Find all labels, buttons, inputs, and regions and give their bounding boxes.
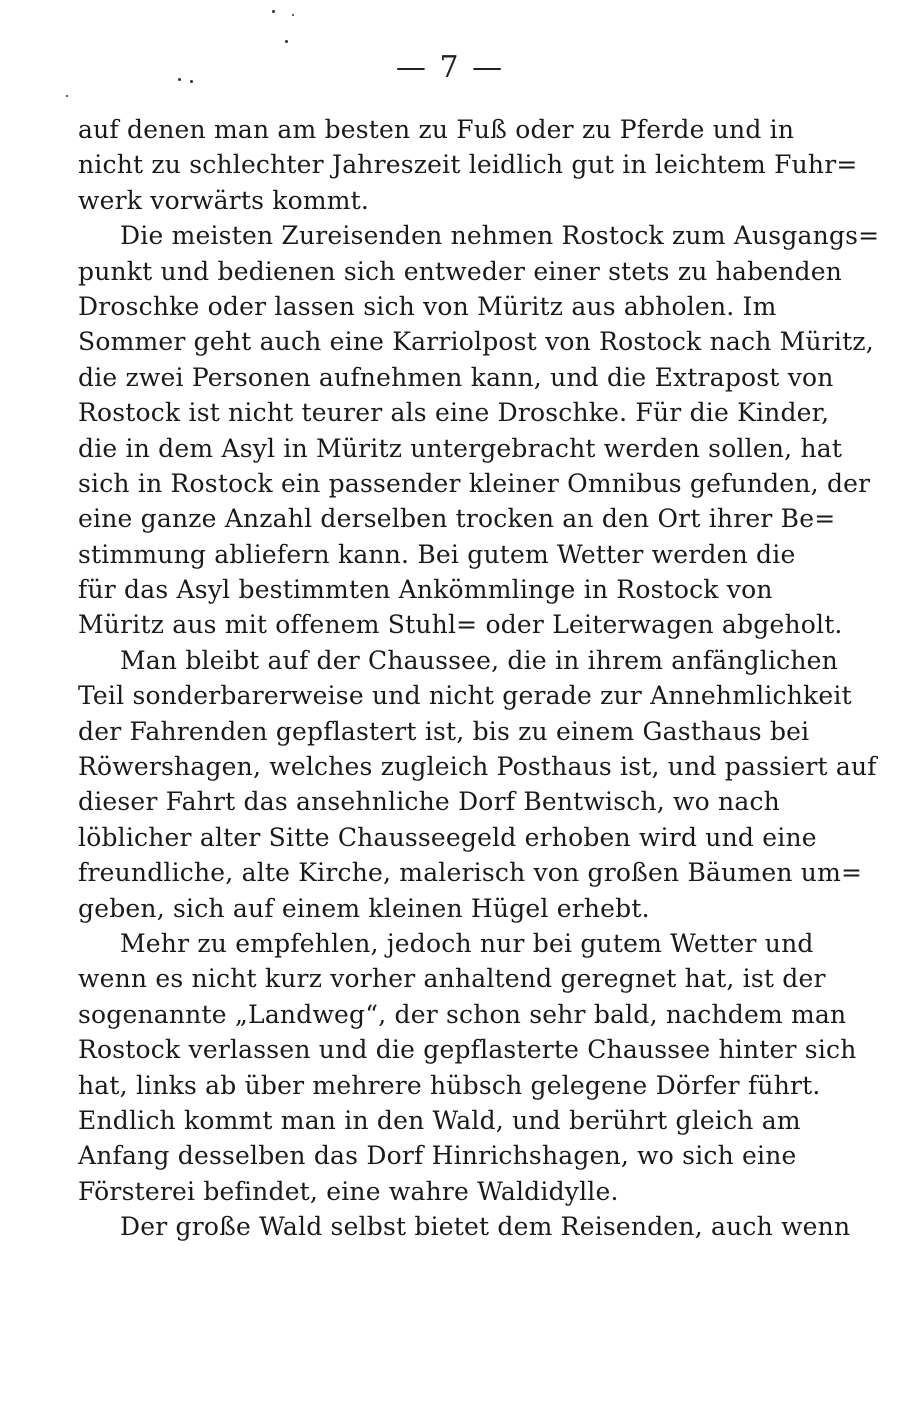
- text-line: für das Asyl bestimmten Ankömmlinge in Rostock von: [78, 575, 773, 605]
- text-line: die in dem Asyl in Müritz untergebracht werden sollen, hat: [78, 433, 843, 463]
- text-line: Försterei befindet, eine wahre Waldidylle.: [78, 1176, 619, 1206]
- text-line: Mehr zu empfehlen, jedoch nur bei gutem Wetter und: [120, 928, 814, 958]
- body-text: [78, 112, 880, 1245]
- text-line: Röwershagen, welches zugleich Posthaus ist, und passiert auf: [78, 752, 877, 782]
- scan-speck: [285, 40, 288, 43]
- text-line: Teil sonderbarerweise und nicht gerade zur Annehmlichkeit: [78, 681, 852, 711]
- text-line: der Fahrenden gepflastert ist, bis zu einem Gasthaus bei: [78, 716, 810, 746]
- scan-speck: [272, 10, 275, 13]
- text-line: Endlich kommt man in den Wald, und berührt gleich am: [78, 1105, 801, 1135]
- text-line: Anfang desselben das Dorf Hinrichshagen, wo sich eine: [78, 1141, 797, 1171]
- text-line: auf denen man am besten zu Fuß oder zu Pferde und in: [78, 115, 795, 144]
- text-line: Der große Wald selbst bietet dem Reisenden, auch wenn: [120, 1212, 851, 1242]
- text-line: stimmung abliefern kann. Bei gutem Wetter werden die: [78, 539, 796, 569]
- text-line: sogenannte „Landweg“, der schon sehr bald, nachdem man: [78, 999, 847, 1029]
- text-line: Rostock verlassen und die gepflasterte Chaussee hinter sich: [78, 1035, 857, 1065]
- text-line: geben, sich auf einem kleinen Hügel erhebt.: [78, 893, 650, 923]
- text-line: Sommer geht auch eine Karriolpost von Rostock nach Müritz,: [78, 327, 874, 357]
- text-line: Man bleibt auf der Chaussee, die in ihrem anfänglichen: [120, 645, 838, 675]
- page-number: — 7 —: [395, 50, 505, 85]
- text-line: Rostock ist nicht teurer als eine Droschke. Für die Kinder,: [78, 398, 830, 428]
- text-line: die zwei Personen aufnehmen kann, und die Extrapost von: [78, 362, 834, 392]
- scan-speck: [292, 14, 294, 16]
- text-line: eine ganze Anzahl derselben trocken an den Ort ihrer Be=: [78, 504, 836, 534]
- text-line: Die meisten Zureisenden nehmen Rostock zum Ausgangs=: [120, 221, 880, 251]
- text-line: hat, links ab über mehrere hübsch gelegene Dörfer führt.: [78, 1070, 821, 1100]
- text-line: punkt und bedienen sich entweder einer stets zu habenden: [78, 256, 843, 286]
- text-line: dieser Fahrt das ansehnliche Dorf Bentwisch, wo nach: [78, 787, 780, 817]
- text-line: werk vorwärts kommt.: [78, 185, 370, 215]
- text-line: sich in Rostock ein passender kleiner Omnibus gefunden, der: [78, 468, 871, 498]
- text-line: nicht zu schlechter Jahreszeit leidlich gut in leichtem Fuhr=: [78, 150, 858, 180]
- text-line: freundliche, alte Kirche, malerisch von großen Bäumen um=: [78, 858, 863, 888]
- text-line: Droschke oder lassen sich von Müritz aus abholen. Im: [78, 291, 777, 321]
- text-line: wenn es nicht kurz vorher anhaltend geregnet hat, ist der: [78, 964, 826, 994]
- scan-speck: [66, 95, 68, 97]
- text-line: Müritz aus mit offenem Stuhl= oder Leiterwagen abgeholt.: [78, 610, 843, 640]
- text-line: löblicher alter Sitte Chausseegeld erhoben wird und eine: [78, 822, 817, 852]
